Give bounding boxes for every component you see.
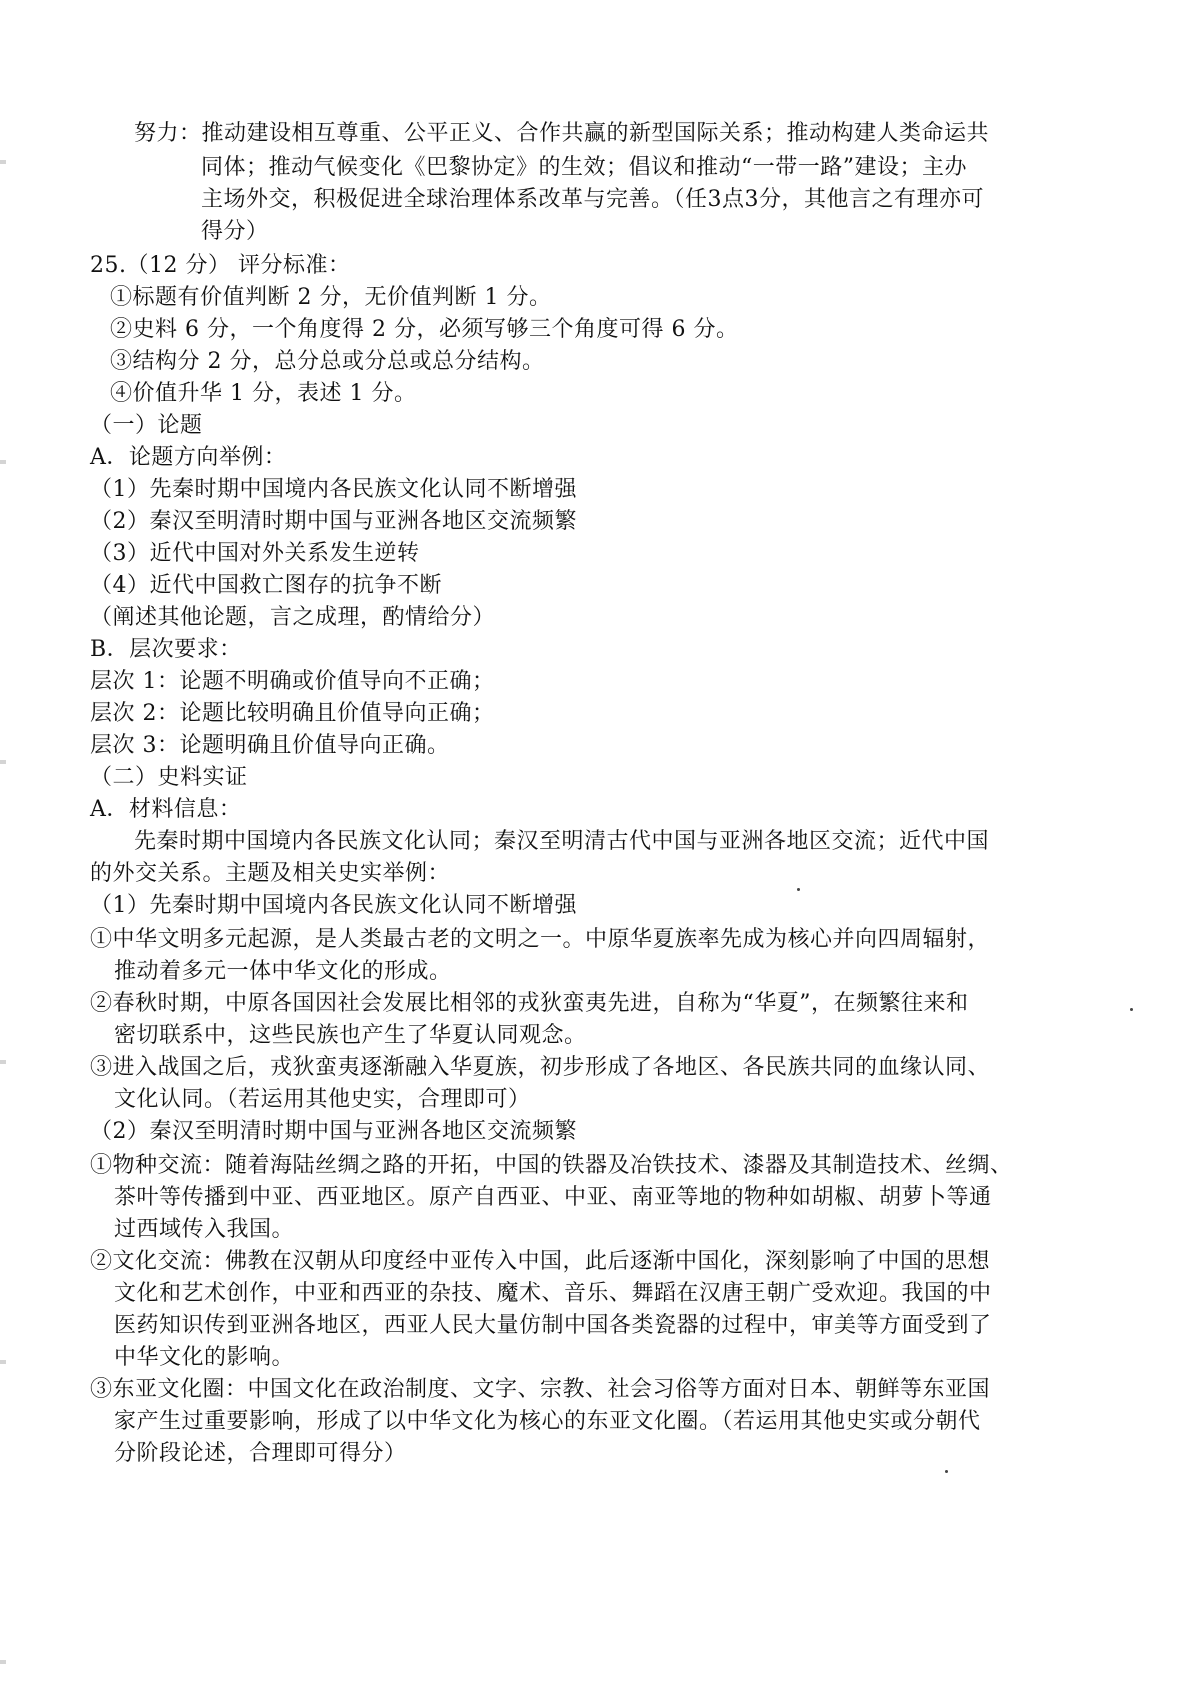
partA-title: A．论题方向举例：: [90, 445, 287, 470]
topics-note: （阐述其他论题，言之成理，酌情给分）: [90, 605, 496, 630]
sub2-title: （2）秦汉至明清时期中国与亚洲各地区交流频繁: [90, 1119, 577, 1144]
scan-speck: [797, 888, 800, 891]
scan-edge-marks: [0, 0, 6, 1699]
scan-speck: [1130, 1008, 1133, 1011]
sub1-item-2-cont: 密切联系中，这些民族也产生了华夏认同观念。: [114, 1023, 587, 1048]
sub2-item-2-cont-2: 医药知识传到亚洲各地区，西亚人民大量仿制中国各类瓷器的过程中，审美等方面受到了: [114, 1313, 992, 1338]
sub2-item-1-cont-2: 过西域传入我国。: [114, 1217, 295, 1242]
sub2-item-1: ①物种交流：随着海陆丝绸之路的开拓，中国的铁器及冶铁技术、漆器及其制造技术、丝绸、: [90, 1153, 1013, 1178]
sub2-item-2: ②文化交流：佛教在汉朝从印度经中亚传入中国，此后逐渐中国化，深刻影响了中国的思想: [90, 1249, 991, 1274]
sub1-item-1-cont: 推动着多元一体中华文化的形成。: [114, 959, 452, 984]
sub1-item-1: ①中华文明多元起源，是人类最古老的文明之一。中原华夏族率先成为核心并向四周辐射，: [90, 927, 991, 952]
partB-title: B．层次要求：: [90, 637, 242, 662]
sub2-item-3-cont-2: 分阶段论述，合理即可得分）: [114, 1441, 407, 1466]
materials-line-2: 的外交关系。主题及相关史实举例：: [90, 861, 451, 886]
sub1-item-3: ③进入战国之后，戎狄蛮夷逐渐融入华夏族，初步形成了各地区、各民族共同的血缘认同、: [90, 1055, 991, 1080]
sub1-item-2: ②春秋时期，中原各国因社会发展比相邻的戎狄蛮夷先进，自称为“华夏”，在频繁往来和: [90, 991, 969, 1016]
level-1: 层次 1：论题不明确或价值导向不正确；: [90, 669, 495, 694]
sub2-item-1-cont-1: 茶叶等传播到中亚、西亚地区。原产自西亚、中亚、南亚等地的物种如胡椒、胡萝卜等通: [114, 1185, 992, 1210]
criteria-3: ③结构分 2 分，总分总或分总或总分结构。: [110, 349, 545, 374]
s24-line-4: 得分）: [201, 219, 269, 244]
part2-title: （二）史料实证: [90, 765, 248, 790]
sub2-item-3-cont-1: 家产生过重要影响，形成了以中华文化为核心的东亚文化圈。（若运用其他史实或分朝代: [114, 1409, 981, 1434]
criteria-4: ④价值升华 1 分，表述 1 分。: [110, 381, 417, 406]
level-2: 层次 2：论题比较明确且价值导向正确；: [90, 701, 495, 726]
topic-2: （2）秦汉至明清时期中国与亚洲各地区交流频繁: [90, 509, 577, 534]
sub1-item-3-cont: 文化认同。（若运用其他史实，合理即可）: [114, 1087, 531, 1112]
s24-line-1: 努力：推动建设相互尊重、公平正义、合作共赢的新型国际关系；推动构建人类命运共: [134, 121, 990, 146]
criteria-1: ①标题有价值判断 2 分，无价值判断 1 分。: [110, 285, 552, 310]
scan-speck: [945, 1470, 948, 1473]
topic-4: （4）近代中国救亡图存的抗争不断: [90, 573, 442, 598]
sub1-title: （1）先秦时期中国境内各民族文化认同不断增强: [90, 893, 577, 918]
materials-title: A．材料信息：: [90, 797, 242, 822]
level-3: 层次 3：论题明确且价值导向正确。: [90, 733, 450, 758]
part1-title: （一）论题: [90, 413, 203, 438]
s24-line-2: 同体；推动气候变化《巴黎协定》的生效；倡议和推动“一带一路”建设；主办: [201, 155, 967, 180]
q25-header: 25.（12 分） 评分标准：: [90, 253, 351, 278]
sub2-item-3: ③东亚文化圈：中国文化在政治制度、文字、宗教、社会习俗等方面对日本、朝鲜等东亚国: [90, 1377, 991, 1402]
materials-line-1: 先秦时期中国境内各民族文化认同；秦汉至明清古代中国与亚洲各地区交流；近代中国: [134, 829, 990, 854]
sub2-item-2-cont-1: 文化和艺术创作，中亚和西亚的杂技、魔术、音乐、舞蹈在汉唐王朝广受欢迎。我国的中: [114, 1281, 992, 1306]
criteria-2: ②史料 6 分，一个角度得 2 分，必须写够三个角度可得 6 分。: [110, 317, 739, 342]
topic-3: （3）近代中国对外关系发生逆转: [90, 541, 420, 566]
sub2-item-2-cont-3: 中华文化的影响。: [114, 1345, 295, 1370]
s24-line-3: 主场外交，积极促进全球治理体系改革与完善。（任3点3分，其他言之有理亦可: [201, 187, 984, 212]
topic-1: （1）先秦时期中国境内各民族文化认同不断增强: [90, 477, 577, 502]
